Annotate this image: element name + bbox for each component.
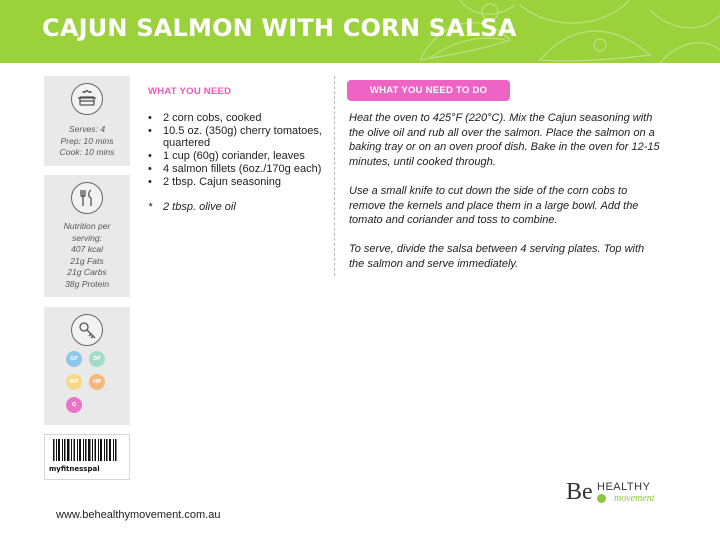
website-link[interactable]: www.behealthymovement.com.au [56,509,221,521]
ingredients-heading: WHAT YOU NEED [148,86,232,97]
brand-movement-text: movement [614,493,655,504]
ingredient-item: • 4 salmon fillets (6oz./170g each) [148,163,330,175]
protein-text: 38g Protein [65,278,109,289]
method-step: Use a small knife to cut down the side of the corn cobs to remove the kernels and place them in a large bowl. Add the tomato and coriander and toss to combine. [349,184,639,227]
fats-text: 21g Fats [70,255,104,266]
diet-tag-hp: HP [89,374,105,390]
myfitnesspal-barcode[interactable] [44,434,130,480]
brand-healthy-text: HEALTHY [597,481,651,493]
diet-tag-gf: GF [66,351,82,367]
key-icon [71,314,103,346]
serving-info-panel [44,76,130,166]
serves-text: Serves: 4 [68,124,106,134]
ingredient-extra-item: * 2 tbsp. olive oil [148,201,330,213]
cooking-pot-icon [71,83,103,115]
nutrition-heading-2: serving: [71,232,103,243]
cutlery-icon [71,182,103,214]
diet-tag-df: DF [89,351,105,367]
cook-time-text: Cook: 10 mins [59,147,115,157]
ingredients-list [148,112,330,214]
diet-tag-mp: MP [66,374,82,390]
ingredient-item: • 2 tbsp. Cajun seasoning [148,176,330,188]
calories-text: 407 kcal [70,244,103,254]
ingredient-item: • 10.5 oz. (350g) cherry tomatoes, quartered [148,125,330,150]
myfitnesspal-label: myfitnesspal [49,465,100,473]
brand-logo [566,479,676,509]
method-steps [349,111,661,286]
diet-key-panel [44,307,130,425]
ingredient-item: • 2 corn cobs, cooked [148,112,330,124]
column-divider [334,76,335,276]
method-step: To serve, divide the salsa between 4 serving plates. Top with the salmon and serve immediately. [349,243,645,270]
header-banner [0,0,720,63]
apple-icon [597,494,606,503]
diet-tag-q: Q [66,397,82,413]
brand-be-text: Be [566,479,593,505]
nutrition-panel [44,175,130,297]
method-heading: WHAT YOU NEED TO DO [347,80,510,101]
carbs-text: 21g Carbs [67,267,107,277]
ingredient-item: • 1 cup (60g) coriander, leaves [148,150,330,162]
recipe-title: CAJUN SALMON WITH CORN SALSA [42,14,517,42]
method-step: Heat the oven to 425°F (220°C). Mix the Cajun seasoning with the olive oil and rub all over the salmon. Place the salmon on a baking tray or on an oven proof dish. Bake in the oven for 12-15 minutes, until cooked through. [349,112,660,168]
prep-time-text: Prep: 10 mins [60,135,114,146]
nutrition-heading: Nutrition per [63,221,111,231]
